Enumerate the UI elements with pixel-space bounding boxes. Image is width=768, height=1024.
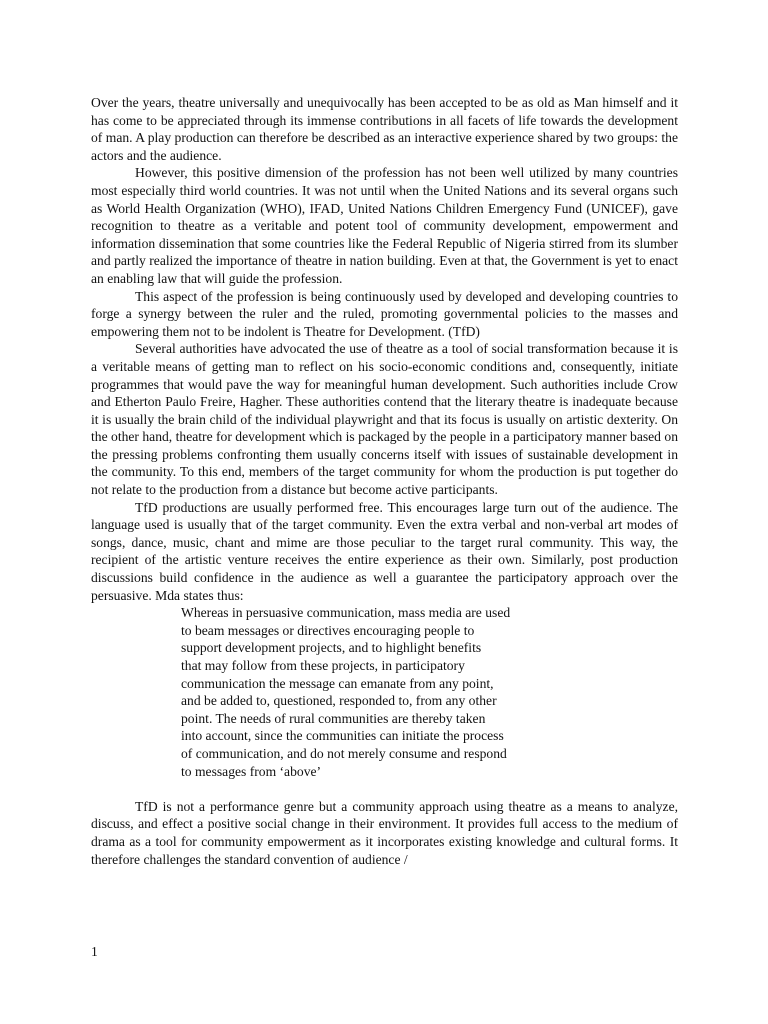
page-number: 1 xyxy=(91,944,98,959)
quote-line: into account, since the communities can initiate the process xyxy=(181,728,504,744)
quote-line: and be added to, questioned, responded to, from any other xyxy=(181,693,497,709)
paragraph-4: Several authorities have advocated the use of theatre as a tool of social transformation because it is a veritable means of getting man to reflect on his socio-economic conditions and, consequently, initiate programmes that would pave the way for meaningful human development. Such authorities include Crow and Etherton Paulo Freire, Hagher. These authorities contend that the literary theatre is inadequate because it is usually the brain child of the individual playwright and that its focus is usually on artistic dexterity. On the other hand, theatre for development which is packaged by the people in a participatory manner based on the pressing problems confronting them usually concerns itself with issues of sustainable development in the community. To this end, members of the target community for whom the production is put together do not relate to the production from a distance but become active participants. xyxy=(91,341,678,498)
quote-line: point. The needs of rural communities are thereby taken xyxy=(181,710,486,726)
paragraph-2: However, this positive dimension of the profession has not been well utilized by many countries most especially third world countries. It was not until when the United Nations and its several organs such as World Health Organization (WHO), IFAD, United Nations Children Emergency Fund (UNICEF), gave recognition to theatre as a veritable and potent tool of community development, empowerment and information dissemination that some countries like the Federal Republic of Nigeria stirred from its slumber and partly realized the importance of theatre in nation building. Even at that, the Government is yet to enact an enabling law that will guide the profession. xyxy=(91,165,678,286)
quote-line: to beam messages or directives encouraging people to xyxy=(181,622,475,638)
document-body xyxy=(91,94,678,868)
paragraph-3: This aspect of the profession is being continuously used by developed and developing countries to forge a synergy between the ruler and the ruled, promoting governmental policies to the masses and empowering them not to be indolent is Theatre for Development. (TfD) xyxy=(91,288,678,339)
block-quote xyxy=(181,604,561,780)
paragraph-6: TfD is not a performance genre but a community approach using theatre as a means to analyze, discuss, and effect a positive social change in their environment. It provides full access to the medium of drama as a tool for community empowerment as it incorporates existing knowledge and cultural forms. It therefore challenges the standard convention of audience / xyxy=(91,798,678,867)
paragraph-5: TfD productions are usually performed free. This encourages large turn out of the audience. The language used is usually that of the target community. Even the extra verbal and non-verbal art modes of songs, dance, music, chant and mime are those peculiar to the target rural community. This way, the recipient of the artistic venture receives the entire experience as their own. Similarly, post production discussions build confidence in the audience as well a guarantee the participatory approach over the persuasive. Mda states thus: xyxy=(91,499,678,603)
quote-line: to messages from ‘above’ xyxy=(181,763,322,779)
paragraph-1: Over the years, theatre universally and unequivocally has been accepted to be as old as Man himself and it has come to be appreciated through its immense contributions in all facets of life towards the development of man. A play production can therefore be described as an interactive experience shared by two groups: the actors and the audience. xyxy=(91,95,678,163)
quote-line: communication the message can emanate from any point, xyxy=(181,675,494,691)
quote-line: that may follow from these projects, in participatory xyxy=(181,658,465,673)
quote-line: of communication, and do not merely consume and respond xyxy=(181,745,507,761)
quote-line: Whereas in persuasive communication, mass media are used xyxy=(181,605,511,621)
quote-line: support development projects, and to highlight benefits xyxy=(181,640,482,656)
